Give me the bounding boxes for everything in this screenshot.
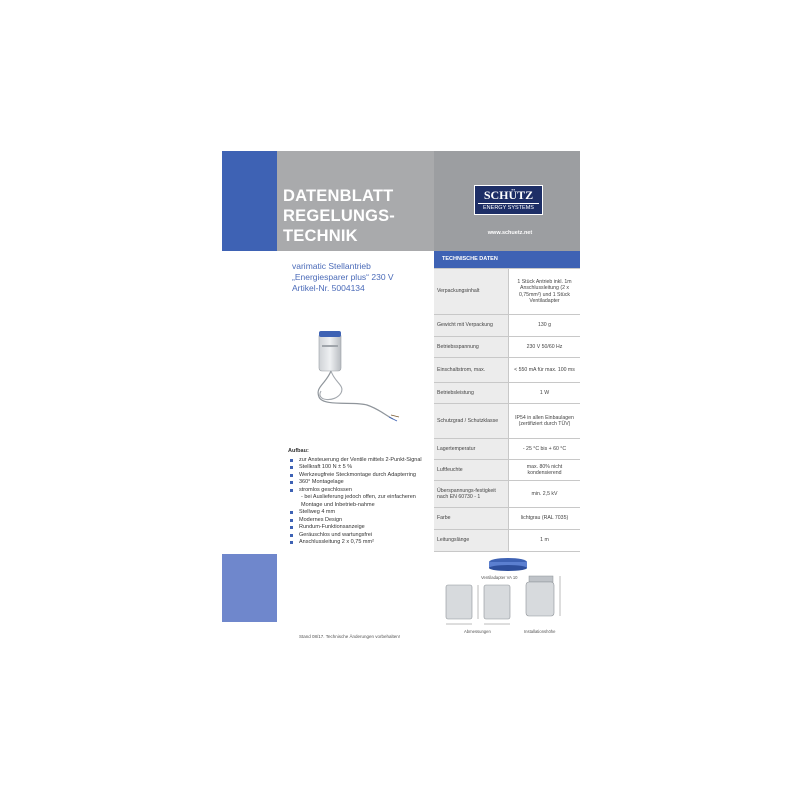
title-line-1: DATENBLATT xyxy=(283,187,394,205)
blue-accent-block-bottom xyxy=(222,554,277,622)
valve-adapter-ring-bottom xyxy=(489,565,527,571)
logo-main-text: SCHÜTZ xyxy=(483,188,534,202)
title-line-3: TECHNIK xyxy=(283,227,358,245)
list-item: Stellweg 4 mm xyxy=(288,509,428,517)
row-label: Lagertemperatur xyxy=(434,439,509,460)
product-line-3: Artikel-Nr. 5004134 xyxy=(292,283,365,293)
list-item: Werkzeugfreie Steckmontage durch Adapterring xyxy=(288,472,428,480)
row-value: 1 Stück Antrieb inkl. 1m Anschlussleitung (2 x 0,75mm²) und 1 Stück Ventiladapter xyxy=(509,269,581,315)
row-label: Gewicht mit Verpackung xyxy=(434,315,509,337)
bullet-icon xyxy=(290,481,293,484)
bullet-icon xyxy=(290,526,293,529)
row-value: 130 g xyxy=(509,315,581,337)
dimension-drawing-front xyxy=(446,585,472,619)
product-line-2: „Energiesparer plus“ 230 V xyxy=(292,272,394,282)
bullet-icon xyxy=(290,519,293,522)
schuetz-logo xyxy=(474,185,543,215)
row-value: IP54 in allen Einbaulagen (zertifiziert durch TÜV) xyxy=(509,404,581,439)
aufbau-section xyxy=(288,448,428,547)
row-value: 230 V 50/60 Hz xyxy=(509,337,581,358)
row-value: 1 W xyxy=(509,383,581,404)
logo-sub-text: ENERGY SYSTEMS xyxy=(478,203,539,212)
bullet-icon xyxy=(290,466,293,469)
list-item-note: - bei Auslieferung jedoch offen, zur einfacheren Montage und Inbetrieb-nahme xyxy=(301,494,416,508)
row-label: Betriebsleistung xyxy=(434,383,509,404)
list-item: Rundum-Funktionsanzeige xyxy=(288,524,428,532)
table-row xyxy=(434,404,580,439)
table-row xyxy=(434,358,580,383)
install-height-drawing xyxy=(526,582,554,616)
table-row xyxy=(434,530,580,552)
blue-accent-block xyxy=(222,151,277,251)
list-item: zur Ansteuerung der Ventile mittels 2-Punkt-Signal xyxy=(288,457,428,465)
row-label: Luftfeuchte xyxy=(434,460,509,481)
bullet-icon xyxy=(290,474,293,477)
footer-stand-note: Stand 08/17. Technische Änderungen vorbehalten! xyxy=(299,634,400,639)
table-row xyxy=(434,269,580,315)
row-value: max. 80% nicht kondensierend xyxy=(509,460,581,481)
technical-data-table xyxy=(434,268,580,552)
title-line-2: REGELUNGS- xyxy=(283,207,396,225)
row-label: Farbe xyxy=(434,508,509,530)
row-label: Überspannungs-festigkeit nach EN 60730 - 1 xyxy=(434,481,509,508)
bullet-icon xyxy=(290,534,293,537)
aufbau-heading: Aufbau: xyxy=(288,448,309,454)
table-row xyxy=(434,481,580,508)
drawings-svg xyxy=(434,556,580,640)
table-row xyxy=(434,315,580,337)
row-value: lichtgrau (RAL 7035) xyxy=(509,508,581,530)
dimensions-caption: Abmessungen xyxy=(464,629,491,634)
bullet-icon xyxy=(290,489,293,492)
list-item: stromlos geschlossen xyxy=(288,487,428,495)
row-value: min. 2,5 kV xyxy=(509,481,581,508)
list-item: 360° Montagelage xyxy=(288,479,428,487)
actuator-product-image xyxy=(305,325,401,425)
bullet-icon xyxy=(290,541,293,544)
install-height-caption: Installationshöhe xyxy=(524,629,556,634)
row-value: 1 m xyxy=(509,530,581,552)
list-item: Modernes Design xyxy=(288,517,428,525)
row-label: Verpackungsinhalt xyxy=(434,269,509,315)
product-line-1: varimatic Stellantrieb xyxy=(292,261,371,271)
website-url[interactable]: www.schuetz.net xyxy=(487,230,533,236)
technical-data-heading: TECHNISCHE DATEN xyxy=(434,251,580,268)
row-value: < 550 mA für max. 100 ms xyxy=(509,358,581,383)
bullet-icon xyxy=(290,511,293,514)
row-label: Leitungslänge xyxy=(434,530,509,552)
dimension-drawing-side xyxy=(484,585,510,619)
row-label: Einschaltstrom, max. xyxy=(434,358,509,383)
bullet-icon xyxy=(290,459,293,462)
product-name xyxy=(292,261,432,294)
row-label: Schutzgrad / Schutzklasse xyxy=(434,404,509,439)
row-label: Betriebsspannung xyxy=(434,337,509,358)
table-row xyxy=(434,383,580,404)
adapter-caption: Ventiladapter VA 10 xyxy=(481,575,518,580)
technical-drawings xyxy=(434,556,580,640)
datasheet-title xyxy=(283,186,423,246)
list-item: Stellkraft 100 N ± 5 % xyxy=(288,464,428,472)
list-item: Geräuschlos und wartungsfrei xyxy=(288,532,428,540)
row-value: - 25 °C bis + 60 °C xyxy=(509,439,581,460)
table-row xyxy=(434,460,580,481)
table-row xyxy=(434,439,580,460)
aufbau-list xyxy=(288,457,428,547)
list-item: Anschlussleitung 2 x 0,75 mm² xyxy=(288,539,428,547)
table-row xyxy=(434,337,580,358)
install-height-cap xyxy=(529,576,553,582)
table-row xyxy=(434,508,580,530)
